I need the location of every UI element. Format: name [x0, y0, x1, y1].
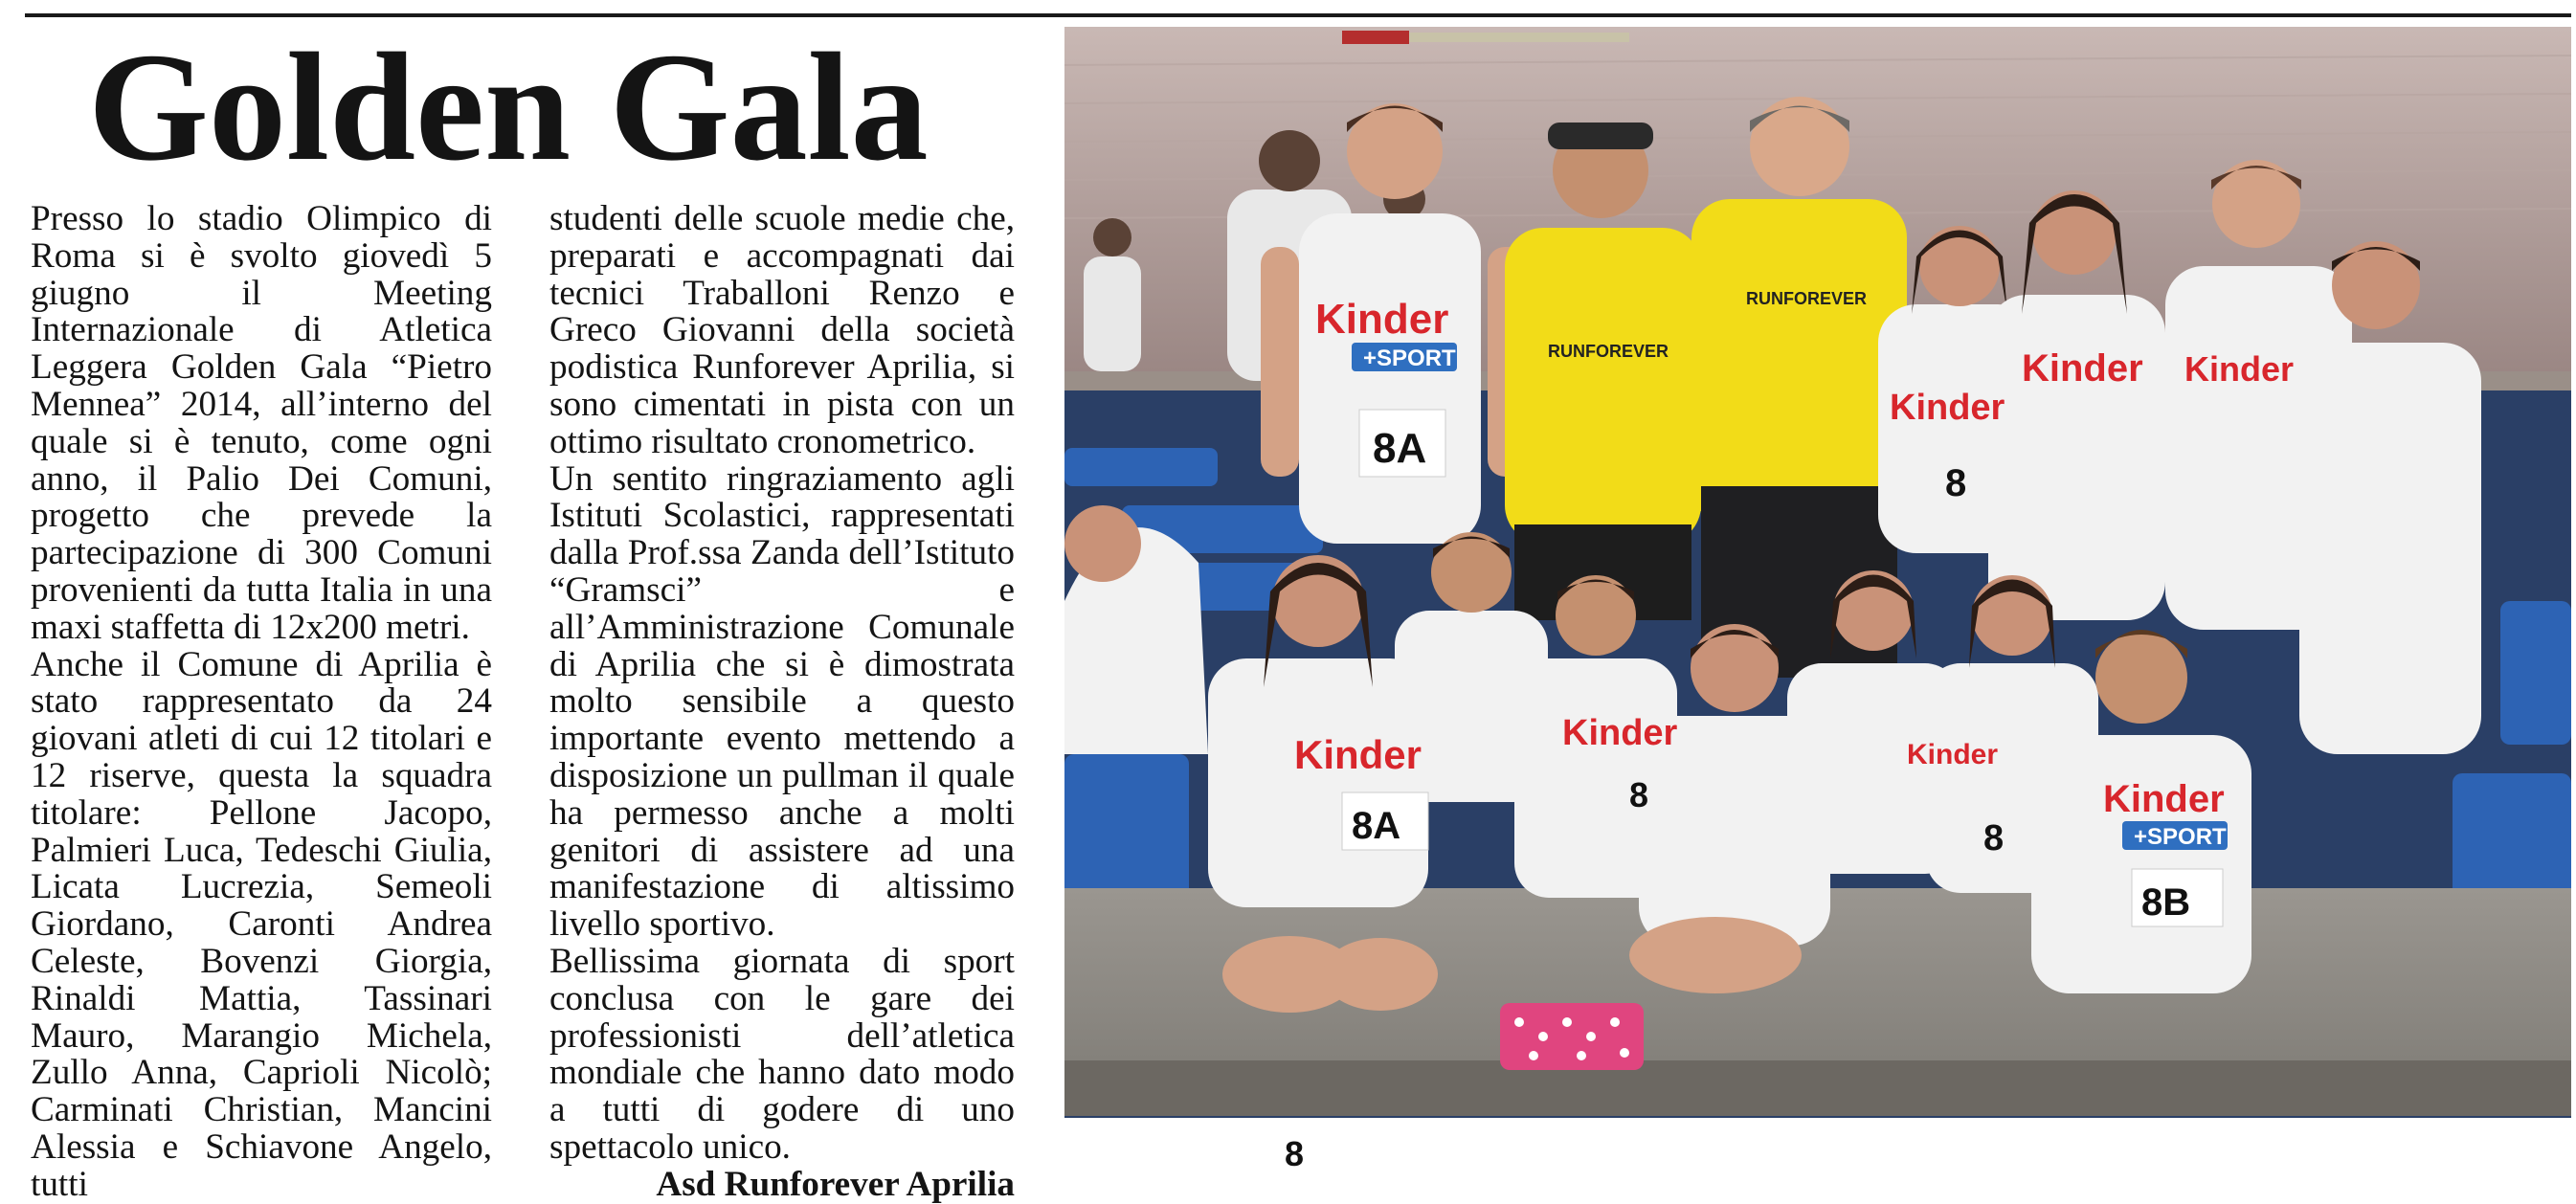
team-photo: [1064, 27, 2571, 1173]
shirt-brand-text: Kinder: [2184, 349, 2295, 389]
signature: Asd Runforever Aprilia: [656, 1164, 1015, 1204]
shirt-brand-text: Kinder: [2022, 347, 2143, 390]
bib-number: 8: [1983, 818, 2005, 858]
shirt-brand-text: Kinder: [1562, 713, 1678, 753]
paragraph: Anche il Comune di Aprilia è stato rappresentato da 24 giovani atleti di cui 12 titolari e 12 riserve, questa la squadra titolare: Pellone Jacopo, Palmieri Luca, Tedeschi Giulia, Licata Lucrezia, Semeoli Giordano, Caronti Andrea Celeste, Bovenzi Giorgia, Rinaldi Mattia, Tassinari Mauro, Marangio Michela, Zullo Anna, Caprioli Nicolò; Carminati Christian, Mancini Alessia e Schiavone Angelo, tutti: [31, 644, 492, 1204]
shirt-sub-text: +SPORT: [1363, 346, 1456, 371]
bib-number: 8: [1945, 462, 1967, 504]
shirt-brand-text: Kinder: [1907, 739, 1999, 770]
bib-number: 8: [1285, 1134, 1305, 1173]
article-column-1: [31, 201, 492, 1204]
coach-shirt-text: RUNFOREVER: [1548, 342, 1669, 361]
shirt-brand-text: Kinder: [2103, 778, 2225, 820]
shirt-brand-text: Kinder: [1294, 732, 1422, 777]
team-photo-illustration: [1064, 27, 2571, 1173]
bib-number: 8A: [1352, 805, 1401, 847]
paragraph: studenti delle scuole medie che, preparati e accompagnati dai tecnici Traballoni Renzo e Greco Giovanni della società podistica Runforever Aprilia, si sono cimentati in pista con un ottimo risultato cronometrico.: [549, 199, 1015, 461]
top-rule: [25, 13, 2571, 17]
headline: Golden Gala: [88, 22, 929, 193]
bib-number: 8: [1629, 775, 1649, 814]
article-column-2: [549, 201, 1015, 1204]
paragraph: Bellissima giornata di sport conclusa con le gare dei professionisti dell’atletica mondiale che hanno dato modo a tutti di godere di uno spettacolo unico.: [549, 941, 1015, 1167]
shirt-sub-text: +SPORT: [2134, 824, 2227, 850]
bib-number: 8B: [2141, 881, 2191, 924]
paragraph: Presso lo stadio Olimpico di Roma si è svolto giovedì 5 giugno il Meeting Internazionale di Atletica Leggera Golden Gala “Pietro Mennea” 2014, all’interno del quale si è tenuto, come ogni anno, il Palio Dei Comuni, progetto che prevede la partecipazione di 300 Comuni provenienti da tutta Italia in una maxi staffetta di 12x200 metri.: [31, 199, 492, 647]
paragraph: Un sentito ringraziamento agli Istituti Scolastici, rappresentati dalla Prof.ssa Zanda dell’Istituto “Gramsci” e all’Amministrazione Comunale di Aprilia che si è dimostrata molto sensibile a questo importante evento mettendo a disposizione un pullman il quale ha permesso anche a molti genitori di assistere ad una manifestazione di altissimo livello sportivo.: [549, 458, 1015, 945]
bib-number: 8A: [1373, 425, 1427, 472]
shirt-brand-text: Kinder: [1315, 296, 1449, 343]
coach-shirt-text: RUNFOREVER: [1746, 289, 1868, 308]
shirt-brand-text: Kinder: [1890, 388, 2005, 428]
